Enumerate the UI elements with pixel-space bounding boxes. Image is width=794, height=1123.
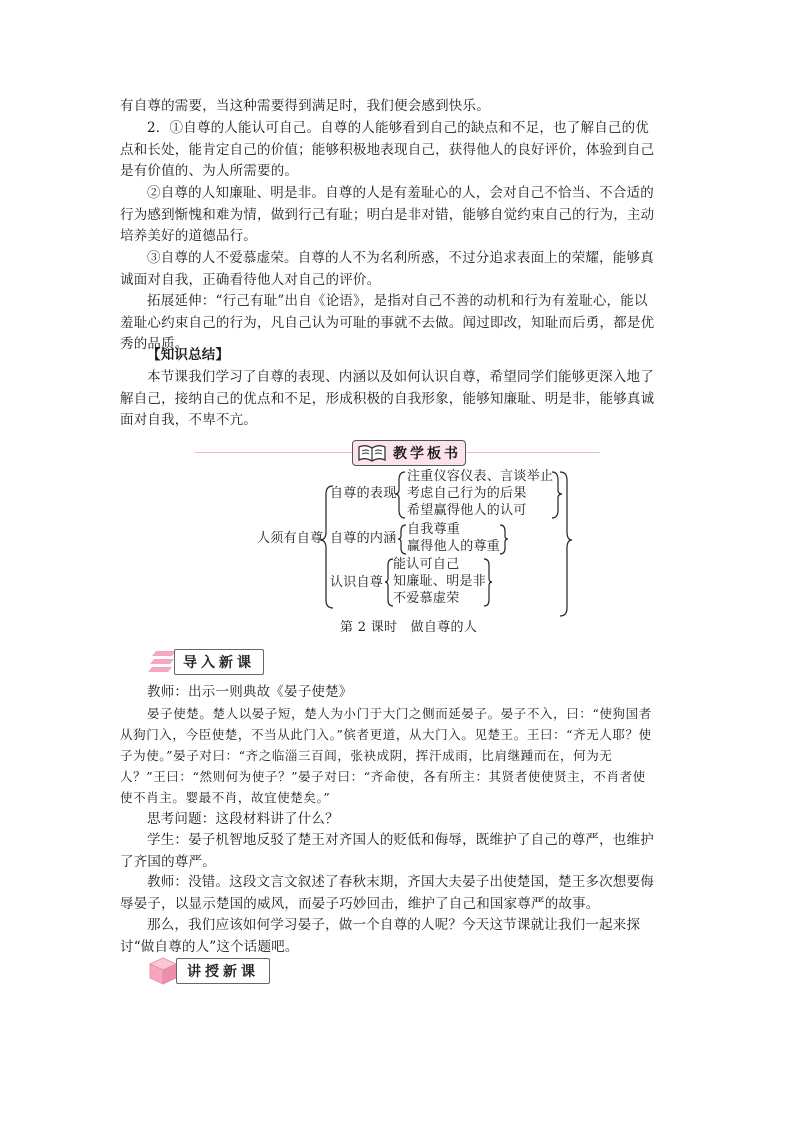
student-answer: 学生：晏子机智地反驳了楚王对齐国人的贬低和侮辱，既维护了自己的尊严，也维护了齐国的尊严。: [120, 832, 654, 870]
summary-paragraph: 本节课我们学习了自尊的表现、内涵以及如何认识自尊，希望同学们能够更深入地了解自己，接纳自己的优点和不足，形成积极的自我形象，能够知廉耻、明是非，能够真诚面对自我，不卑不亢。: [120, 369, 655, 428]
board-item: 注重仪容仪表、言谈举止: [407, 469, 554, 484]
paragraph-point-1: 2．①自尊的人能认可自己。自尊的人能够看到自己的缺点和不足，也了解自己的优点和长处，能肯定自己的价值；能够积极地表现自己，获得他人的良好评价，体验到自己是有价值的、为人所需要的。: [120, 120, 655, 179]
paragraph-extension: 拓展延伸：“行己有耻”出自《论语》，是指对自己不善的动机和行为有羞耻心，能以羞耻心约束自己的行为，凡自己认为可耻的事就不去做。闻过即改，知耻而后勇，都是优秀的品质。: [120, 293, 655, 352]
section-title: 讲授新课: [187, 964, 259, 980]
section-title: 导入新课: [183, 655, 255, 671]
teacher-line: 教师：出示一则典故《晏子使楚》: [147, 684, 353, 700]
board-item: 自我尊重: [407, 522, 461, 537]
board-banner-title: 教学板书: [393, 446, 461, 462]
board-root: 人须有自尊: [257, 531, 324, 546]
board-branch-connotation: 自尊的内涵: [330, 531, 397, 546]
section-header-lecture: [148, 958, 278, 984]
classical-story: 晏子使楚。楚人以晏子短，楚人为小门于大门之侧而延晏子。晏子不入，曰：“使狗国者从狗门入，今臣使楚，不当从此门入。”傧者更道，从大门入。见楚王。王曰：“齐无人耶？使子为使。”晏子对曰：“齐之临淄三百闾，张袂成阴，挥汗成雨，比肩继踵而在，何为无人？”王曰：“然则何为使子？”晏子对曰：“齐命使，各有所主：其贤者使使贤主，不肖者使使不肖主。婴最不肖，故宜使楚矣。”: [120, 706, 652, 805]
paragraph-point-3: ③自尊的人不爱慕虚荣。自尊的人不为名利所惑，不过分追求表面上的荣耀，能够真诚面对自我，正确看待他人对自己的评价。: [120, 250, 654, 288]
cube-icon: [148, 956, 178, 986]
board-branch-knowing: 认识自尊: [330, 575, 384, 590]
board-item: 希望赢得他人的认可: [407, 503, 527, 518]
text-line: 有自尊的需要，当这种需要得到满足时，我们便会感到快乐。: [120, 98, 490, 114]
section-header-intro: [148, 649, 268, 675]
board-item: 不爱慕虚荣: [393, 591, 460, 606]
think-question: 思考问题：这段材料讲了什么？: [147, 811, 339, 827]
teacher-response: 教师：没错。这段文言文叙述了春秋末期，齐国大夫晏子出使楚国，楚王多次想要侮辱晏子，以显示楚国的威风，而晏子巧妙回击，维护了自己和国家尊严的故事。: [120, 874, 654, 912]
board-item: 赢得他人的尊重: [407, 539, 501, 554]
board-caption: 第 2 课时 做自尊的人: [340, 620, 478, 635]
closing-paragraph: 那么，我们应该如何学习晏子，做一个自尊的人呢？今天这节课就让我们一起来探讨“做自尊的人”这个话题吧。: [120, 917, 641, 955]
board-item: 考虑自己行为的后果: [407, 486, 527, 501]
summary-heading: 【知识总结】: [147, 347, 230, 363]
board-item: 能认可自己: [393, 557, 460, 572]
paragraph-point-2: ②自尊的人知廉耻、明是非。自尊的人是有羞耻心的人，会对自己不恰当、不合适的行为感到惭愧和难为情，做到行己有耻；明白是非对错，能够自觉约束自己的行为，主动培养美好的道德品行。: [120, 185, 655, 244]
board-item: 知廉耻、明是非: [393, 574, 487, 589]
board-branch-expression: 自尊的表现: [330, 486, 397, 501]
